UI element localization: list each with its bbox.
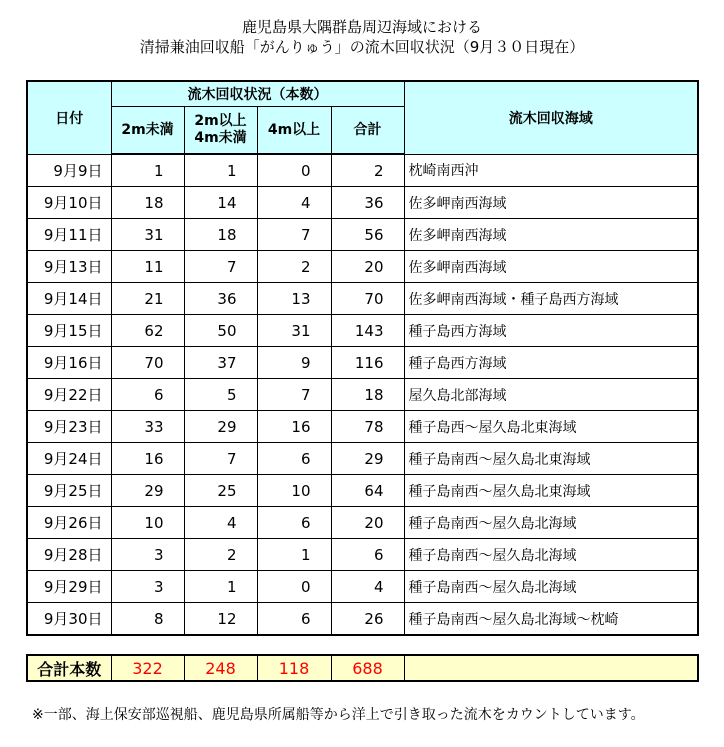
row-date: 9月25日 (27, 475, 111, 507)
totals-ge4m: 118 (257, 655, 331, 681)
row-ge4m: 6 (257, 507, 331, 539)
header-ge4m: 4m以上 (257, 107, 331, 155)
table-row (27, 154, 698, 187)
row-2m-to-4m: 12 (184, 603, 257, 636)
row-2m-to-4m: 37 (184, 347, 257, 379)
row-date: 9月13日 (27, 251, 111, 283)
row-2m-to-4m: 1 (184, 154, 257, 187)
row-area: 種子島西～屋久島北東海域 (404, 411, 698, 443)
row-date: 9月29日 (27, 571, 111, 603)
row-2m-to-4m: 1 (184, 571, 257, 603)
row-lt2m: 16 (111, 443, 184, 475)
row-area: 枕崎南西沖 (404, 154, 698, 187)
totals-table (26, 654, 699, 682)
row-date: 9月30日 (27, 603, 111, 636)
row-total: 56 (331, 219, 404, 251)
row-ge4m: 6 (257, 443, 331, 475)
row-ge4m: 6 (257, 603, 331, 636)
table-row (27, 411, 698, 443)
row-lt2m: 62 (111, 315, 184, 347)
row-total: 6 (331, 539, 404, 571)
table-row (27, 315, 698, 347)
row-lt2m: 10 (111, 507, 184, 539)
row-lt2m: 3 (111, 539, 184, 571)
row-total: 26 (331, 603, 404, 636)
row-2m-to-4m: 36 (184, 283, 257, 315)
row-date: 9月11日 (27, 219, 111, 251)
row-ge4m: 16 (257, 411, 331, 443)
row-2m-to-4m: 5 (184, 379, 257, 411)
row-total: 4 (331, 571, 404, 603)
row-2m-to-4m: 7 (184, 443, 257, 475)
row-total: 20 (331, 251, 404, 283)
table-row (27, 571, 698, 603)
table-row (27, 219, 698, 251)
row-date: 9月14日 (27, 283, 111, 315)
footnote: ※一部、海上保安部巡視船、鹿児島県所属船等から洋上で引き取った流木をカウントしています。 (32, 707, 645, 723)
row-lt2m: 1 (111, 154, 184, 187)
row-lt2m: 18 (111, 187, 184, 219)
table-row (27, 539, 698, 571)
row-lt2m: 31 (111, 219, 184, 251)
row-lt2m: 8 (111, 603, 184, 636)
header-2m-to-4m (184, 107, 257, 155)
row-total: 116 (331, 347, 404, 379)
row-date: 9月16日 (27, 347, 111, 379)
totals-area (404, 655, 698, 681)
row-total: 64 (331, 475, 404, 507)
row-lt2m: 3 (111, 571, 184, 603)
row-area: 種子島南西～屋久島北海域 (404, 507, 698, 539)
row-ge4m: 2 (257, 251, 331, 283)
row-total: 2 (331, 154, 404, 187)
header-2m-to-4m-line2: 4m未満 (194, 130, 247, 146)
header-lt2m: 2m未満 (111, 107, 184, 155)
row-total: 18 (331, 379, 404, 411)
table-row (27, 187, 698, 219)
row-ge4m: 7 (257, 219, 331, 251)
row-date: 9月24日 (27, 443, 111, 475)
table-row (27, 603, 698, 636)
header-area: 流木回収海域 (404, 81, 698, 154)
table-row (27, 443, 698, 475)
row-date: 9月23日 (27, 411, 111, 443)
row-2m-to-4m: 2 (184, 539, 257, 571)
page-title-line-2: 清掃兼油回収船「がんりゅう」の流木回収状況（9月３０日現在） (139, 38, 585, 56)
row-lt2m: 11 (111, 251, 184, 283)
row-ge4m: 4 (257, 187, 331, 219)
row-total: 70 (331, 283, 404, 315)
row-date: 9月28日 (27, 539, 111, 571)
header-total: 合計 (331, 107, 404, 155)
row-ge4m: 1 (257, 539, 331, 571)
row-ge4m: 13 (257, 283, 331, 315)
row-2m-to-4m: 4 (184, 507, 257, 539)
row-lt2m: 21 (111, 283, 184, 315)
table-row (27, 379, 698, 411)
row-2m-to-4m: 50 (184, 315, 257, 347)
row-lt2m: 70 (111, 347, 184, 379)
totals-total: 688 (331, 655, 404, 681)
totals-row (27, 655, 698, 681)
header-collection-group: 流木回収状況（本数） (111, 81, 404, 107)
page-title-line-1: 鹿児島県大隅群島周辺海域における (241, 18, 482, 36)
row-date: 9月10日 (27, 187, 111, 219)
row-area: 種子島南西～屋久島北海域 (404, 571, 698, 603)
header-2m-to-4m-line1: 2m以上 (194, 113, 247, 129)
row-area: 佐多岬南西海域・種子島西方海域 (404, 283, 698, 315)
totals-2m-to-4m: 248 (184, 655, 257, 681)
row-2m-to-4m: 18 (184, 219, 257, 251)
row-area: 種子島南西～屋久島北海域 (404, 539, 698, 571)
row-total: 20 (331, 507, 404, 539)
row-total: 143 (331, 315, 404, 347)
row-area: 佐多岬南西海域 (404, 251, 698, 283)
driftwood-collection-table (26, 80, 699, 636)
row-area: 種子島南西～屋久島北東海域 (404, 443, 698, 475)
row-total: 36 (331, 187, 404, 219)
row-area: 佐多岬南西海域 (404, 187, 698, 219)
row-lt2m: 29 (111, 475, 184, 507)
table-row (27, 283, 698, 315)
totals-label: 合計本数 (27, 655, 111, 681)
table-row (27, 507, 698, 539)
row-ge4m: 0 (257, 154, 331, 187)
row-ge4m: 9 (257, 347, 331, 379)
row-ge4m: 31 (257, 315, 331, 347)
row-2m-to-4m: 7 (184, 251, 257, 283)
totals-lt2m: 322 (111, 655, 184, 681)
row-area: 佐多岬南西海域 (404, 219, 698, 251)
row-ge4m: 10 (257, 475, 331, 507)
row-lt2m: 33 (111, 411, 184, 443)
row-2m-to-4m: 29 (184, 411, 257, 443)
table-row (27, 475, 698, 507)
row-date: 9月26日 (27, 507, 111, 539)
row-area: 屋久島北部海域 (404, 379, 698, 411)
row-date: 9月9日 (27, 154, 111, 187)
row-total: 78 (331, 411, 404, 443)
table-row (27, 251, 698, 283)
row-ge4m: 7 (257, 379, 331, 411)
row-area: 種子島西方海域 (404, 315, 698, 347)
row-2m-to-4m: 25 (184, 475, 257, 507)
table-row (27, 347, 698, 379)
row-area: 種子島西方海域 (404, 347, 698, 379)
row-date: 9月15日 (27, 315, 111, 347)
row-area: 種子島南西～屋久島北海域～枕崎 (404, 603, 698, 636)
header-date: 日付 (27, 81, 111, 154)
row-total: 29 (331, 443, 404, 475)
row-area: 種子島南西～屋久島北東海域 (404, 475, 698, 507)
row-date: 9月22日 (27, 379, 111, 411)
row-2m-to-4m: 14 (184, 187, 257, 219)
row-ge4m: 0 (257, 571, 331, 603)
row-lt2m: 6 (111, 379, 184, 411)
